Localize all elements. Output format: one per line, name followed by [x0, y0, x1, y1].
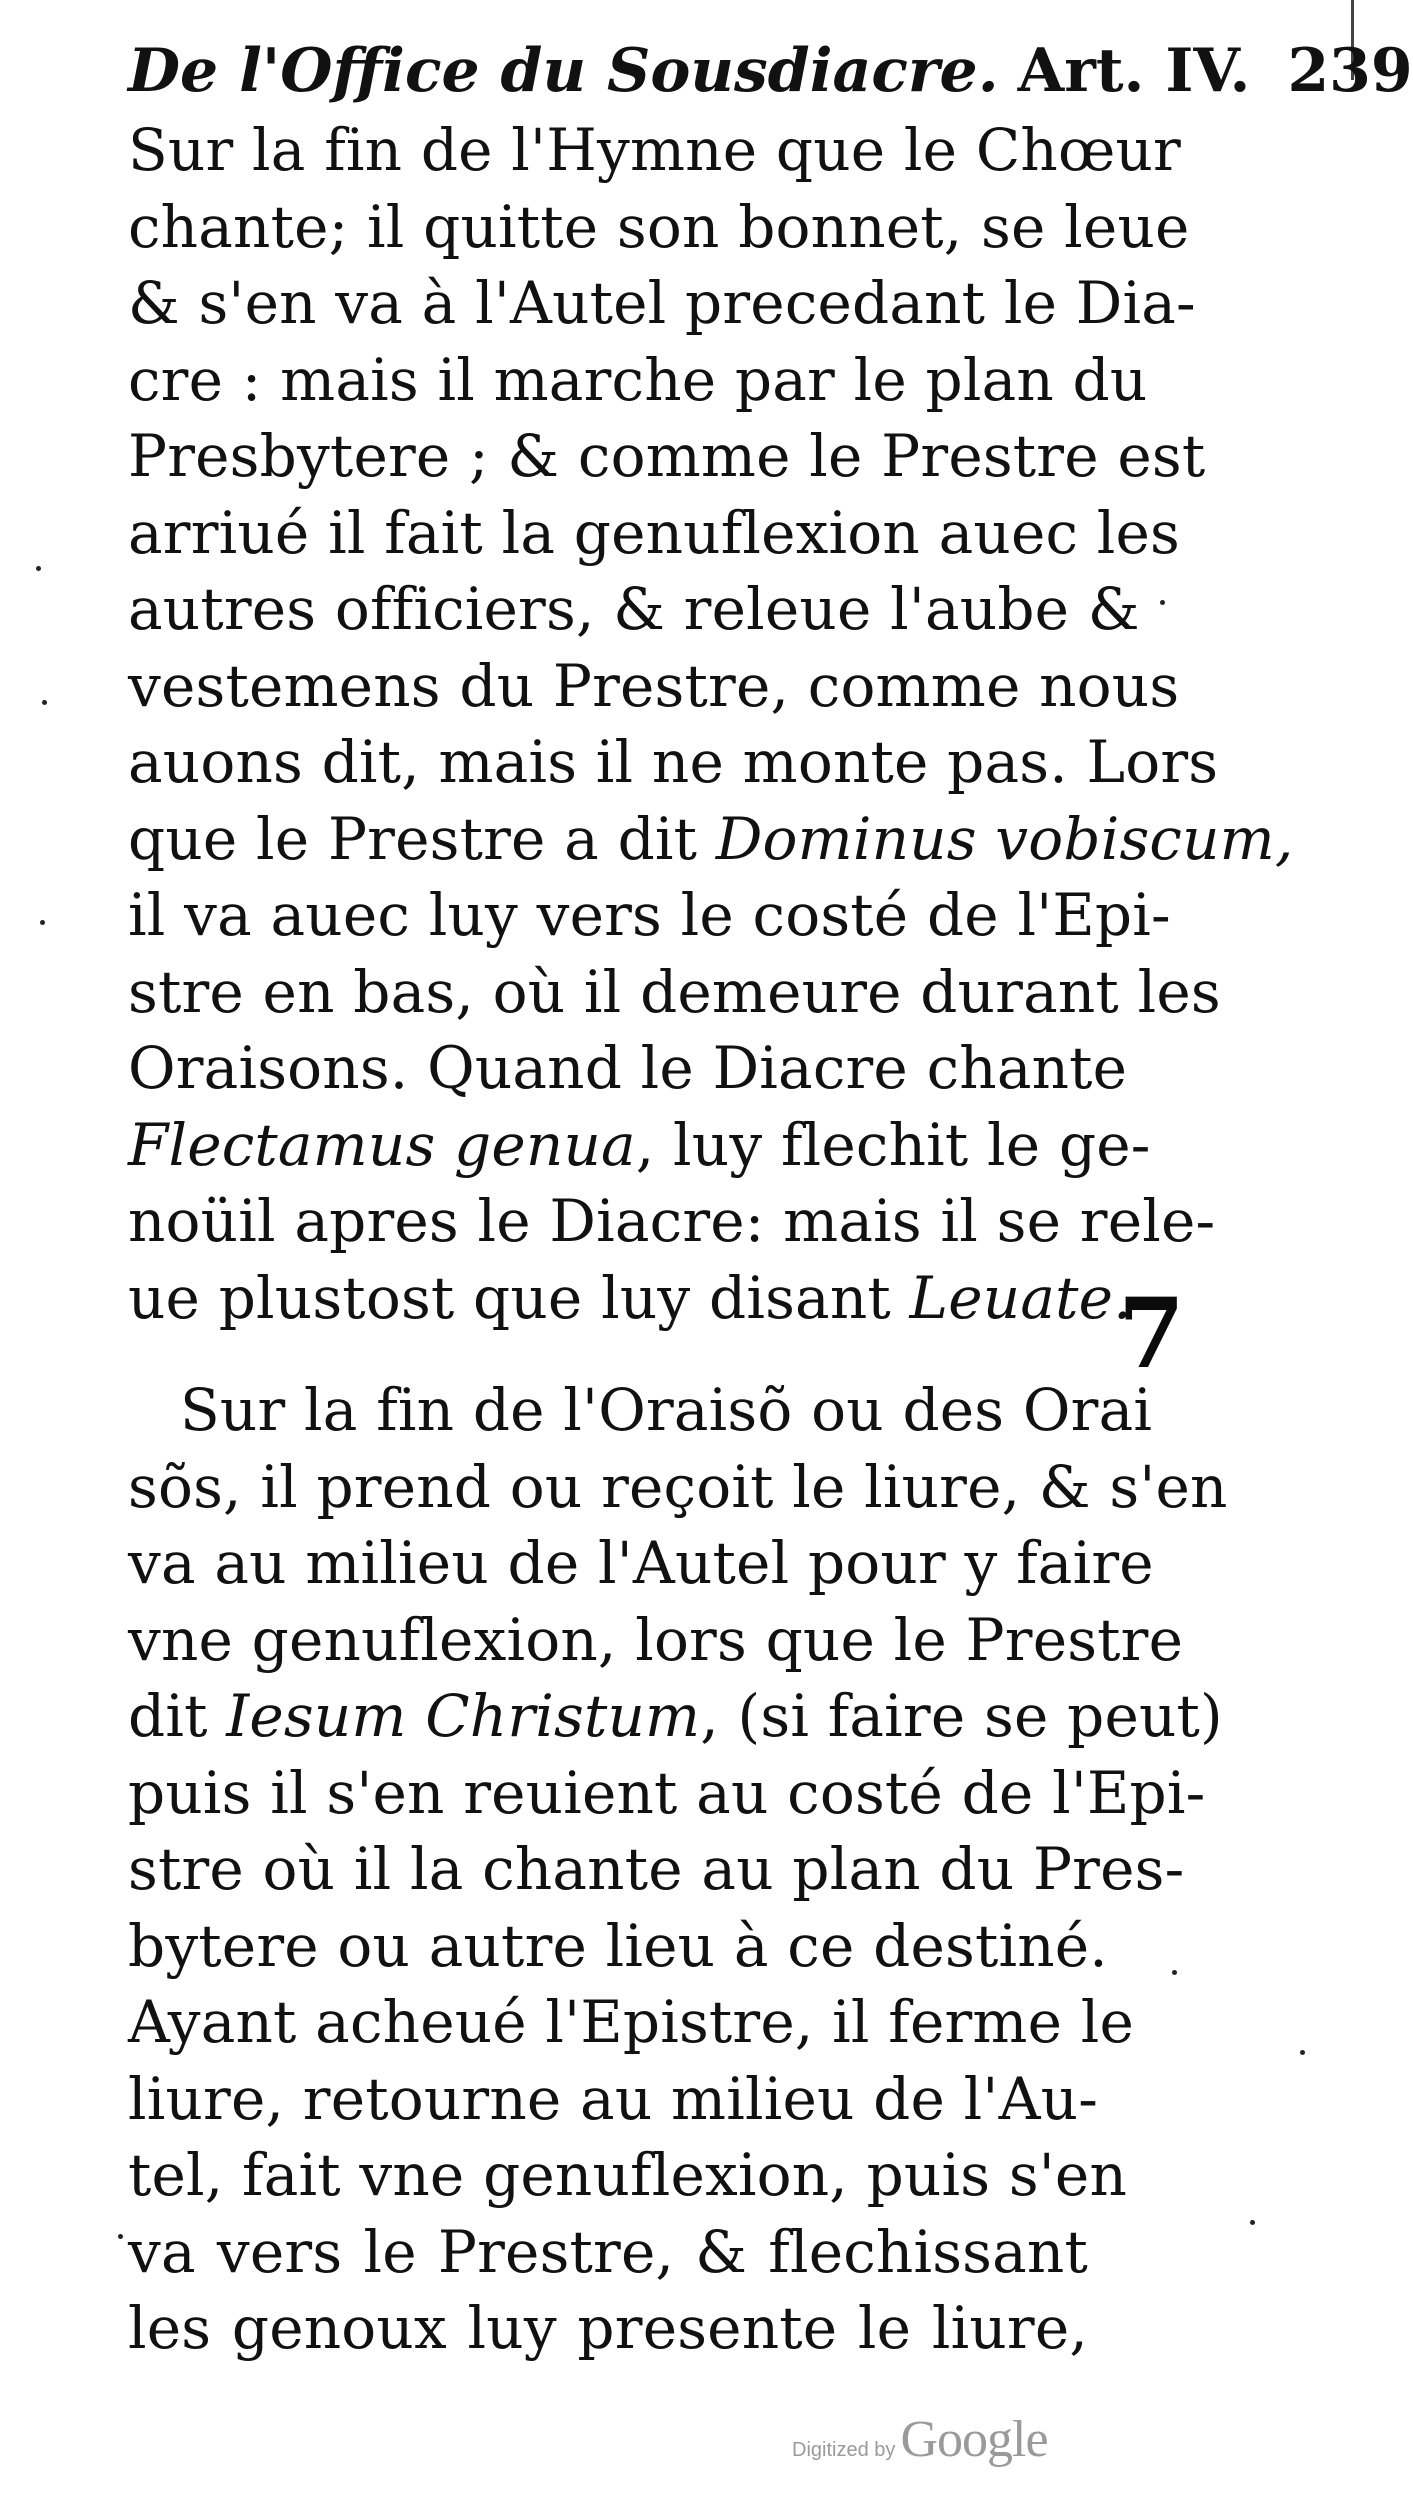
- ink-speck: [1250, 2220, 1255, 2225]
- text-line: les genoux luy presente le liure,: [128, 2294, 1088, 2362]
- ink-speck: [1300, 2050, 1305, 2055]
- text-line: autres officiers, & releue l'aube &: [128, 575, 1140, 643]
- latin-phrase: Iesum Christum: [226, 1682, 701, 1750]
- text-line: vestemens du Prestre, comme nous: [128, 651, 1180, 720]
- text-line: liure, retourne au milieu de l'Au-: [128, 2064, 1099, 2133]
- text-segment: que le Prestre a dit: [128, 804, 716, 873]
- latin-phrase: Dominus vobiscum,: [715, 804, 1294, 873]
- paragraph-1: [128, 112, 1294, 1336]
- text-line: Presbytere ; & comme le Prestre est: [128, 422, 1206, 490]
- text-line: Sur la fin de l'Oraisõ ou des Orai: [180, 1376, 1153, 1444]
- text-line: [128, 1107, 1151, 1184]
- ink-speck: [1172, 1970, 1177, 1975]
- text-segment: dit: [128, 1682, 227, 1750]
- google-watermark: [792, 2410, 1048, 2469]
- text-line: arriué il fait la genuflexion auec les: [128, 498, 1181, 567]
- body-text: [128, 112, 1294, 2367]
- watermark-brand: Google: [900, 2411, 1048, 2468]
- text-line: stre en bas, où il demeure durant les: [128, 957, 1221, 1026]
- page-number: 239: [1287, 36, 1413, 106]
- text-line: & s'en va à l'Autel precedant le Dia-: [128, 269, 1196, 337]
- ink-speck: [40, 920, 45, 925]
- text-line: sõs, il prend ou reçoit le liure, & s'en: [128, 1452, 1228, 1521]
- text-line: Oraisons. Quand le Diacre chante: [128, 1034, 1128, 1102]
- text-line: va vers le Prestre, & flechissant: [128, 2217, 1088, 2286]
- text-line: auons dit, mais il ne monte pas. Lors: [128, 728, 1219, 796]
- text-segment: , luy flechit le ge-: [635, 1110, 1151, 1179]
- text-line: noüil apres le Diacre: mais il se rele-: [128, 1187, 1216, 1255]
- ink-speck: [42, 700, 47, 705]
- paragraph-2: [128, 1372, 1228, 2367]
- text-line: Sur la fin de l'Hymne que le Chœur: [128, 116, 1181, 184]
- text-line: [128, 1260, 1132, 1337]
- running-header: [128, 30, 1413, 112]
- text-line: tel, fait vne genuflexion, puis s'en: [128, 2141, 1128, 2209]
- article-number: Art. IV.: [1017, 36, 1251, 106]
- text-line: il va auec luy vers le costé de l'Epi-: [128, 881, 1171, 949]
- margin-signature-mark: 7: [1118, 1277, 1185, 1390]
- ink-speck: [118, 2234, 123, 2239]
- text-line: puis il s'en reuient au costé de l'Epi-: [128, 1758, 1206, 1827]
- text-line: va au milieu de l'Autel pour y faire: [128, 1529, 1154, 1597]
- text-segment: , (si faire se peut): [700, 1682, 1223, 1750]
- text-line: vne genuflexion, lors que le Prestre: [128, 1605, 1184, 1674]
- text-line: cre : mais il marche par le plan du: [128, 345, 1148, 414]
- text-line: bytere ou autre lieu à ce destiné.: [128, 1911, 1108, 1980]
- latin-phrase: Leuate.: [909, 1263, 1132, 1332]
- watermark-prefix: Digitized by: [792, 2439, 896, 2461]
- text-line: [128, 801, 1294, 878]
- text-line: chante; il quitte son bonnet, se leue: [128, 192, 1190, 261]
- text-line: Ayant acheué l'Epistre, il ferme le: [128, 1988, 1135, 2056]
- text-line: stre où il la chante au plan du Pres-: [128, 1835, 1185, 1903]
- running-title: De l'Office du Sousdiacre.: [128, 36, 999, 106]
- latin-phrase: Flectamus genua: [128, 1110, 636, 1179]
- text-line: [128, 1678, 1223, 1755]
- ink-speck: [1160, 600, 1165, 605]
- text-segment: ue plustost que luy disant: [128, 1263, 910, 1332]
- ink-speck: [36, 566, 41, 571]
